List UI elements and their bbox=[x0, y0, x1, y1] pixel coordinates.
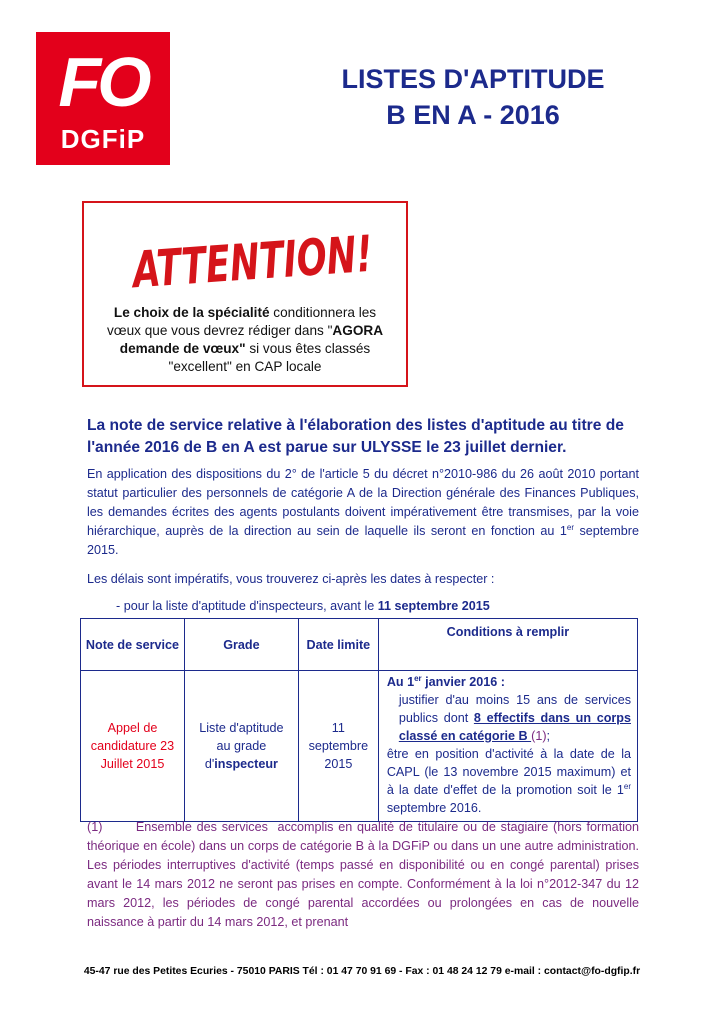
date-text: 11 septembre 2015 bbox=[308, 721, 369, 771]
table-row bbox=[81, 671, 638, 822]
attention-box bbox=[82, 201, 474, 387]
attention-handwritten-icon bbox=[128, 213, 474, 300]
attention-text-2: si vous êtes classés "excellent" en CAP locale bbox=[168, 341, 371, 374]
cond-a-ref: (1) bbox=[531, 729, 547, 743]
table-header-row bbox=[81, 619, 638, 671]
intro-text: En application des dispositions du 2° de l'article 5 du décret n°2010-986 du 26 août 2010 portant statut particulier des personnels de catégorie A de la Direction générale des Finances Publiques, les demandes écrites des agents postulants doivent impérativement être transmises, par la voie hiérarchique, auprès de la direction au sein de laquelle ils seront en fonction au 1 bbox=[87, 467, 639, 538]
inspector-deadline-date: 11 septembre 2015 bbox=[377, 599, 490, 613]
cond-b-end: septembre 2016. bbox=[386, 801, 482, 815]
svg-text:ATTENTION!: ATTENTION! bbox=[130, 217, 474, 300]
cond-b-text: être en position d'activité à la date de la CAPL (le 13 novembre 2015 maximum) et à la date d'effet de la promotion soit le 1 bbox=[386, 747, 631, 797]
condition-activity bbox=[387, 745, 631, 817]
conditions-cell bbox=[378, 671, 637, 822]
note-cell bbox=[81, 671, 185, 822]
cond-a-end: ; bbox=[546, 729, 551, 743]
table-header: Grade bbox=[184, 619, 298, 671]
attention-bold-2: AGORA demande de vœux" bbox=[119, 323, 384, 356]
table-header: Date limite bbox=[298, 619, 378, 671]
cond-a-underlined: 8 effectifs dans un corps classé en catégorie B bbox=[398, 711, 631, 743]
logo-fo-text: FO bbox=[58, 43, 148, 121]
attention-message bbox=[96, 304, 394, 376]
cond-a-text: justifier d'au moins 15 ans de services publics dont bbox=[398, 693, 631, 725]
grade-text: Liste d'aptitude au grade d' bbox=[199, 721, 284, 771]
attention-text-1: conditionnera les vœux que vous devrez rédiger dans " bbox=[106, 305, 377, 338]
attention-bold-1: Le choix de la spécialité bbox=[113, 305, 270, 320]
inspector-deadline bbox=[116, 597, 646, 615]
table-header: Conditions à remplir bbox=[378, 619, 637, 671]
condition-seniority bbox=[387, 691, 631, 745]
page-title-line2: B EN A - 2016 bbox=[386, 100, 560, 130]
cond-title-post: janvier 2016 : bbox=[421, 675, 505, 689]
page-title-line1: LISTES D'APTITUDE bbox=[341, 64, 605, 94]
intro-sup: er bbox=[566, 522, 575, 532]
intro-end: septembre 2015. bbox=[87, 524, 639, 557]
headline: La note de service relative à l'élaboration des listes d'aptitude au titre de l'année 2016 de B en A est parue sur ULYSSE le 23 juillet dernier. bbox=[87, 417, 624, 456]
note-text: Appel de candidature 23 Juillet 2015 bbox=[90, 721, 175, 771]
intro-paragraph bbox=[87, 465, 639, 560]
deadlines-paragraph: Les délais sont impératifs, vous trouverez ci-après les dates à respecter : bbox=[87, 572, 495, 586]
grade-bold: inspecteur bbox=[214, 757, 278, 771]
cond-b-sup: er bbox=[623, 781, 631, 791]
inspector-deadline-text: - pour la liste d'aptitude d'inspecteurs, avant le bbox=[116, 599, 378, 613]
cond-title-pre: Au 1 bbox=[386, 675, 415, 689]
footer-contact: 45-47 rue des Petites Ecuries - 75010 PARIS Tél : 01 47 70 91 69 - Fax : 01 48 24 12 79 e-mail : contact@fo-dgfip.fr bbox=[83, 966, 641, 977]
grade-cell bbox=[184, 671, 298, 822]
conditions-title bbox=[387, 673, 631, 691]
logo-dgfip-text: DGFiP bbox=[60, 124, 146, 154]
fo-dgfip-logo bbox=[36, 32, 170, 165]
table-header: Note de service bbox=[81, 619, 185, 671]
date-cell bbox=[298, 671, 378, 822]
conditions-table bbox=[80, 618, 638, 822]
footnote: (1) Ensemble des services accomplis en qualité de titulaire ou de stagiaire (hors formation théorique en école) dans un corps de catégorie B à la DGFiP ou dans un une autre administration. Les périodes interruptives d'activité (temps passé en disponibilité ou en congé parental) prises avant le 14 mars 2012 ne seront pas prises en compte. Conformément à la loi n°2012-347 du 12 mars 2012, les périodes de congé parental accordées ou prolongées en cas de nouvelle naissance à partir du 14 mars 2012, et prenant bbox=[87, 820, 643, 929]
cond-title-sup: er bbox=[414, 673, 422, 683]
